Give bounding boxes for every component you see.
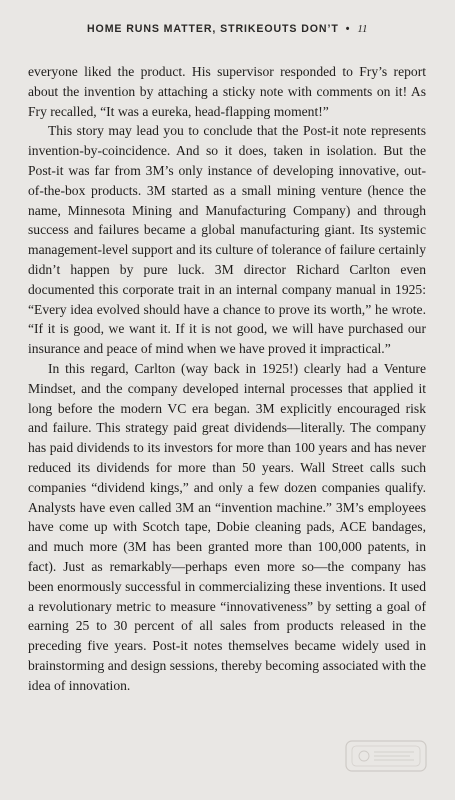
running-head-title: HOME RUNS MATTER, STRIKEOUTS DON’T (87, 23, 339, 35)
running-head (87, 23, 415, 35)
watermark-stamp-icon (344, 737, 428, 777)
running-head-separator: • (345, 23, 351, 35)
paragraph-post-it-story: This story may lead you to conclude that the Post-it note represents invention-by-coincidence. And so it does, taken in isolation. But the Post-it was far from 3M’s only instance of developing innovative, out-of-the-box products. 3M started as a small mining venture (hence the name, Minnesota Mining and Manufacturing Company) and through success and failures became a global manufacturing giant. Its systemic management-level support and its culture of tolerance of failure certainly didn’t happen by pure luck. 3M director Richard Carlton even documented this corporate trait in an internal company manual in 1925: “Every idea evolved should have a chance to prove its worth,” he wrote. “If it is good, we want it. If it is not good, we will have purchased our insurance and peace of mind when we have proved it impractical.” (28, 123, 426, 357)
paragraph-venture-mindset: In this regard, Carlton (way back in 1925!) clearly had a Venture Mindset, and the company developed internal processes that applied it long before the modern VC era began. 3M explicitly encouraged risk and failure. This strategy paid great dividends—literally. The company has paid dividends to its investors for more than 100 years and has never reduced its dividends for more than 50 years. Wall Street calls such companies “dividend kings,” and only a few dozen companies qualify. Analysts have even called 3M an “invention machine.” 3M’s employees have come up with Scotch tape, Dobie cleaning pads, ACE bandages, and much more (3M has been granted more than 100,000 patents, in fact). Just as remarkably—perhaps even more so—the company has been enormously successful in commercializing these inventions. It used a revolutionary metric to measure “innovativeness” by setting a goal of earning 25 to 30 percent of all sales from products released in the preceding five years. Post-it notes themselves became widely used in brainstorming and design sessions, thereby becoming associated with the idea of innovation. (28, 360, 426, 693)
page-number: 11 (357, 23, 368, 35)
paragraph-continued: everyone liked the product. His supervisor responded to Fry’s report about the invention by attaching a sticky note with comments on it! As Fry recalled, “It was a eureka, head-flapping moment!” (28, 64, 426, 119)
body-text (28, 62, 426, 696)
